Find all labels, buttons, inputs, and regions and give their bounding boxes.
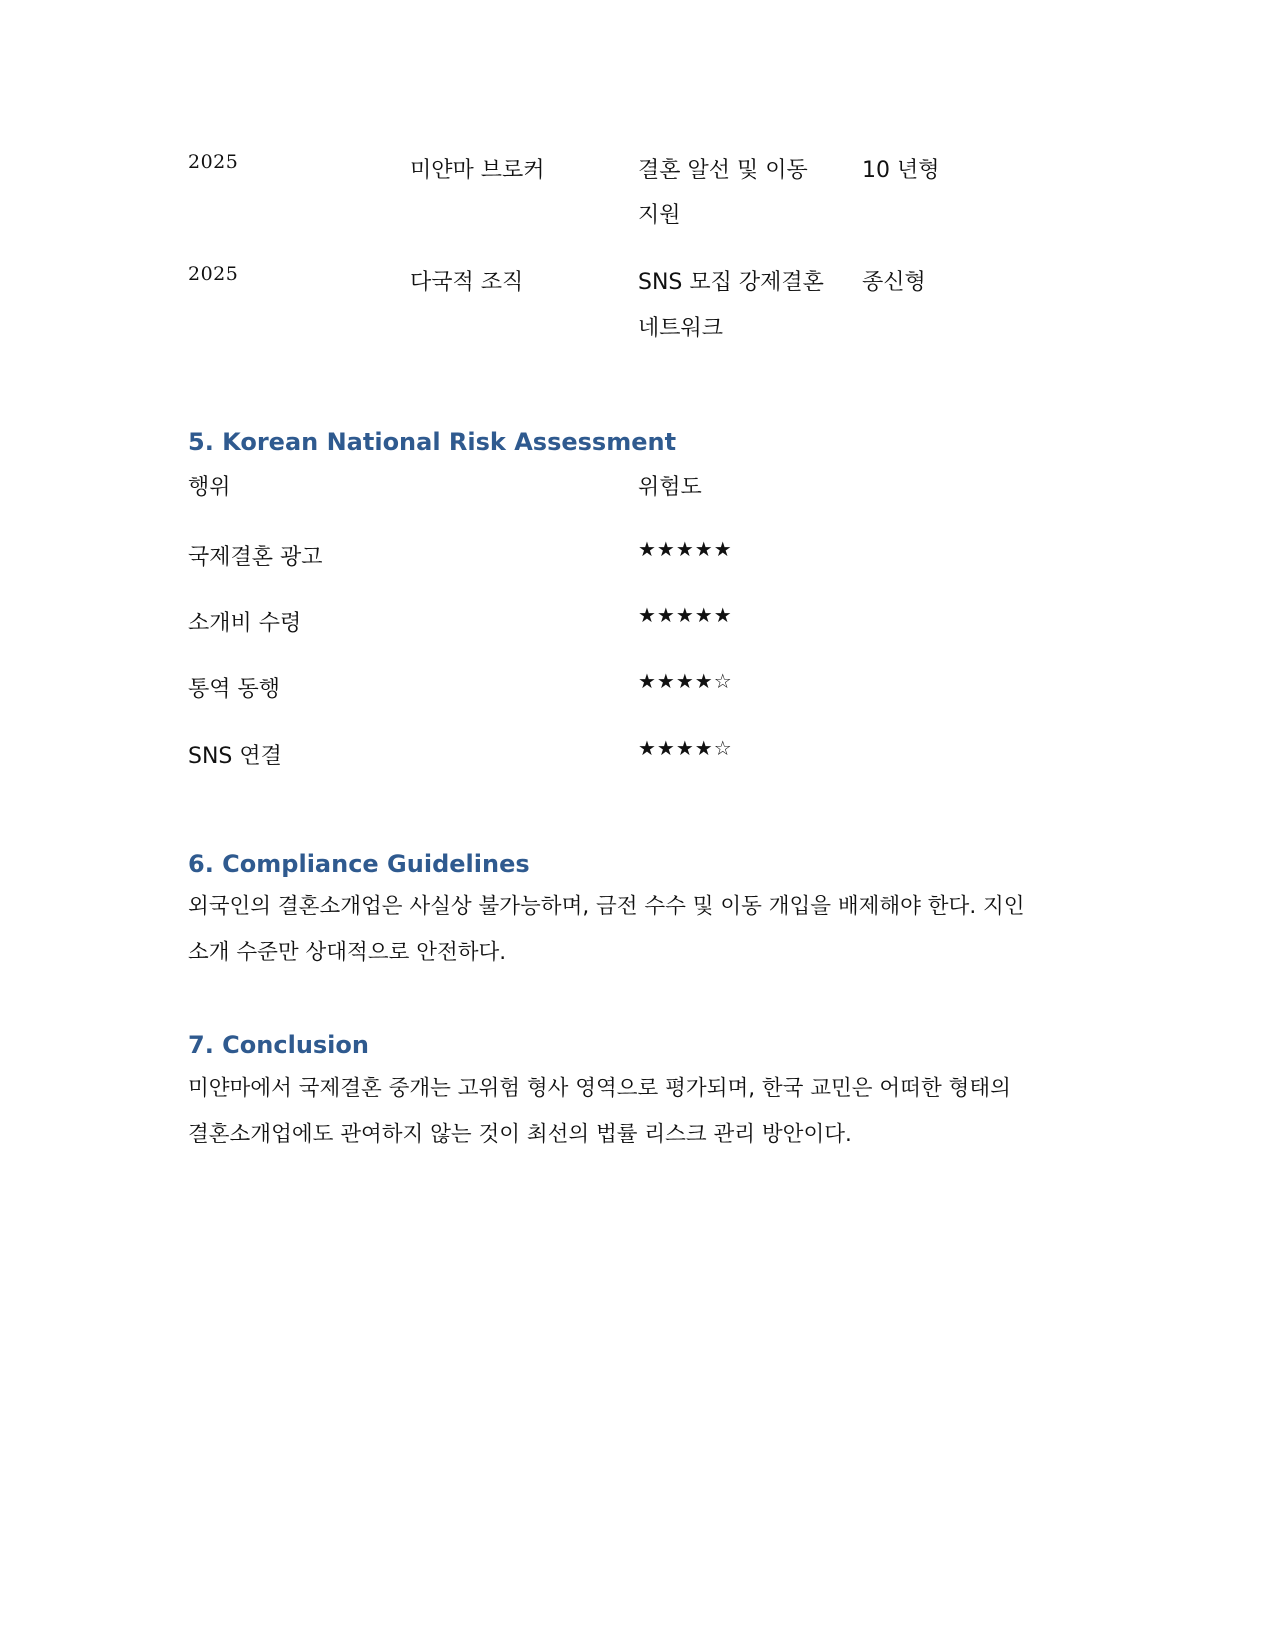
risk-action: 소개비 수령: [188, 611, 302, 636]
conclusion-paragraph: [188, 1066, 1088, 1158]
paragraph-line: 외국인의 결혼소개업은 사실상 불가능하며, 금전 수수 및 이동 개입을 배제해야 한다. 지인: [188, 894, 1025, 919]
table-cell-activity: 결혼 알선 및 이동: [638, 158, 808, 183]
risk-stars: ★★★★☆: [638, 736, 733, 760]
table-cell-activity-cont: 네트워크: [638, 316, 724, 341]
table-cell-year: 2025: [188, 151, 239, 173]
risk-table-header-risk: 위험도: [638, 475, 702, 500]
table-cell-year: 2025: [188, 263, 239, 285]
section-heading-risk-assessment: 5. Korean National Risk Assessment: [188, 428, 677, 456]
compliance-paragraph: [188, 884, 1088, 976]
paragraph-line: 소개 수준만 상대적으로 안전하다.: [188, 940, 507, 965]
table-cell-activity: SNS 모집 강제결혼: [638, 270, 824, 295]
risk-stars: ★★★★★: [638, 537, 733, 561]
section-heading-compliance: 6. Compliance Guidelines: [188, 850, 530, 878]
table-cell-activity-cont: 지원: [638, 203, 681, 228]
table-cell-penalty: 종신형: [862, 270, 926, 295]
paragraph-line: 결혼소개업에도 관여하지 않는 것이 최선의 법률 리스크 관리 방안이다.: [188, 1122, 852, 1147]
risk-action: 통역 동행: [188, 677, 281, 702]
risk-stars: ★★★★★: [638, 603, 733, 627]
section-heading-conclusion: 7. Conclusion: [188, 1031, 369, 1059]
paragraph-line: 미얀마에서 국제결혼 중개는 고위험 형사 영역으로 평가되며, 한국 교민은 어떠한 형태의: [188, 1076, 1011, 1101]
risk-action: SNS 연결: [188, 744, 282, 769]
table-cell-actor: 다국적 조직: [410, 270, 524, 295]
table-cell-penalty: 10 년형: [862, 158, 940, 183]
risk-action: 국제결혼 광고: [188, 545, 323, 570]
risk-table-header-action: 행위: [188, 475, 231, 500]
risk-stars: ★★★★☆: [638, 669, 733, 693]
table-cell-actor: 미얀마 브로커: [410, 158, 545, 183]
